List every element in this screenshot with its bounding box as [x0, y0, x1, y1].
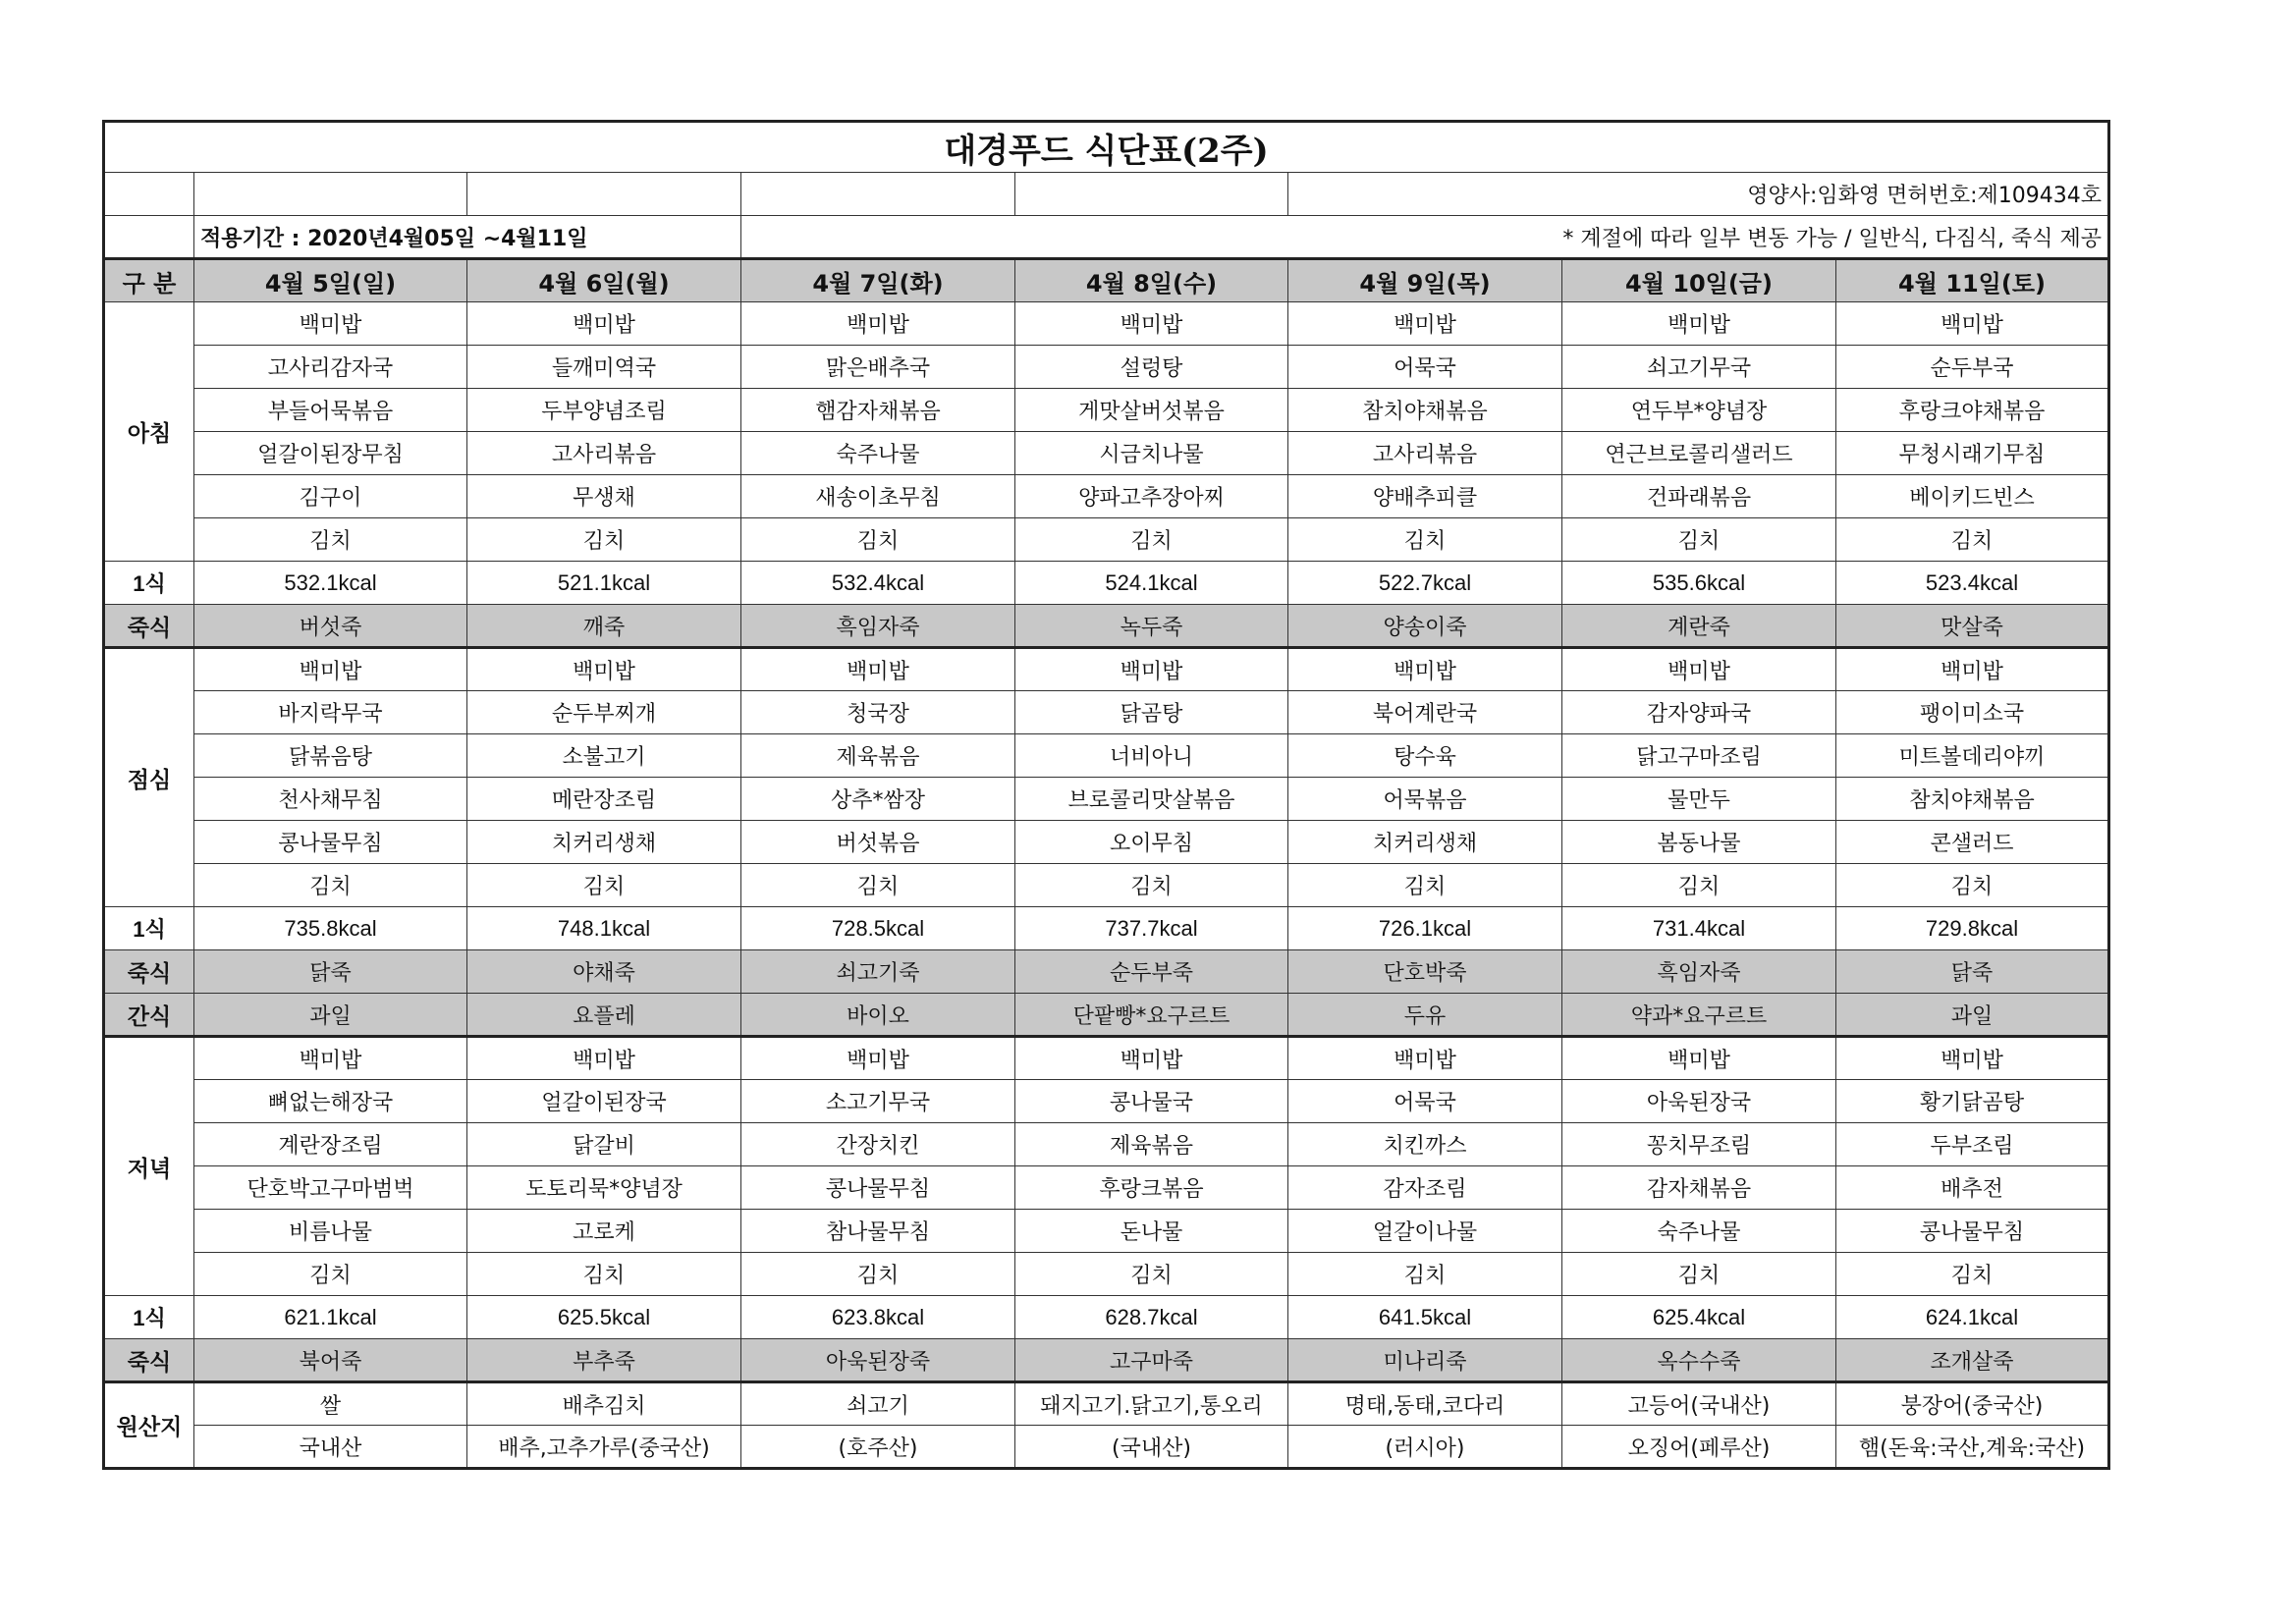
breakfast-label: 아침	[104, 302, 194, 562]
menu-row	[104, 864, 2109, 907]
dinner_kcal-cell: 625.5kcal	[467, 1296, 741, 1339]
breakfast_kcal-cell: 524.1kcal	[1015, 562, 1288, 605]
menu-item: 김치	[1836, 518, 2109, 562]
menu-item: 감자채볶음	[1562, 1166, 1836, 1210]
menu-item: 김치	[194, 518, 467, 562]
menu-item: 백미밥	[1288, 1037, 1562, 1080]
day-header: 4월 8일(수)	[1015, 259, 1288, 302]
lunch_kcal-cell: 728.5kcal	[741, 907, 1015, 950]
menu-item: 바지락무국	[194, 691, 467, 734]
dinner_kcal-cell: 628.7kcal	[1015, 1296, 1288, 1339]
lunch_porridge-cell: 흑임자죽	[1562, 950, 1836, 994]
menu-item: 김치	[1562, 864, 1836, 907]
menu-item: 팽이미소국	[1836, 691, 2109, 734]
menu-item: 도토리묵*양념장	[467, 1166, 741, 1210]
menu-row	[104, 518, 2109, 562]
menu-item: 얼갈이된장무침	[194, 432, 467, 475]
menu-item: 맑은배추국	[741, 346, 1015, 389]
menu-item: 어묵볶음	[1288, 778, 1562, 821]
menu-item: 소고기무국	[741, 1080, 1015, 1123]
breakfast_porridge-label: 죽식	[104, 605, 194, 648]
menu-item: (러시아)	[1288, 1426, 1562, 1469]
menu-item: 백미밥	[1836, 1037, 2109, 1080]
menu-item: 백미밥	[1015, 1037, 1288, 1080]
snack-cell: 과일	[1836, 994, 2109, 1037]
snack-label: 간식	[104, 994, 194, 1037]
menu-item: 양파고추장아찌	[1015, 475, 1288, 518]
dinner_kcal-cell: 625.4kcal	[1562, 1296, 1836, 1339]
menu-item: 김치	[1562, 518, 1836, 562]
day-header: 4월 11일(토)	[1836, 259, 2109, 302]
menu-item: 백미밥	[1015, 302, 1288, 346]
menu-item: 김치	[1288, 518, 1562, 562]
dinner_porridge-label: 죽식	[104, 1339, 194, 1382]
menu-row	[104, 1080, 2109, 1123]
menu-item: 돼지고기.닭고기,통오리	[1015, 1382, 1288, 1426]
menu-item: 단호박고구마범벅	[194, 1166, 467, 1210]
menu-item: 감자조림	[1288, 1166, 1562, 1210]
dinner_kcal-cell: 641.5kcal	[1288, 1296, 1562, 1339]
menu-row	[104, 734, 2109, 778]
breakfast_kcal-row	[104, 562, 2109, 605]
menu-item: 오징어(페루산)	[1562, 1426, 1836, 1469]
menu-row	[104, 432, 2109, 475]
breakfast_kcal-cell: 521.1kcal	[467, 562, 741, 605]
menu-item: 닭볶음탕	[194, 734, 467, 778]
menu-item: 순두부국	[1836, 346, 2109, 389]
lunch_kcal-cell: 737.7kcal	[1015, 907, 1288, 950]
breakfast_porridge-cell: 깨죽	[467, 605, 741, 648]
menu-item: 브로콜리맛살볶음	[1015, 778, 1288, 821]
menu-item: 김치	[741, 864, 1015, 907]
dinner_kcal-label: 1식	[104, 1296, 194, 1339]
menu-item: 햄감자채볶음	[741, 389, 1015, 432]
snack-cell: 단팥빵*요구르트	[1015, 994, 1288, 1037]
menu-item: 쇠고기	[741, 1382, 1015, 1426]
menu-row	[104, 302, 2109, 346]
menu-item: 계란장조림	[194, 1123, 467, 1166]
lunch_kcal-label: 1식	[104, 907, 194, 950]
dinner_porridge-cell: 아욱된장죽	[741, 1339, 1015, 1382]
menu-item: 김치	[1015, 518, 1288, 562]
period: 적용기간 : 2020년4월05일 ~4월11일	[194, 216, 741, 259]
menu-item: 콩나물무침	[741, 1166, 1015, 1210]
menu-item: 제육볶음	[1015, 1123, 1288, 1166]
menu-item: 버섯볶음	[741, 821, 1015, 864]
menu-item: 베이키드빈스	[1836, 475, 2109, 518]
menu-row	[104, 1166, 2109, 1210]
menu-item: 김치	[1836, 864, 2109, 907]
menu-item: 콘샐러드	[1836, 821, 2109, 864]
breakfast_porridge-cell: 버섯죽	[194, 605, 467, 648]
menu-item: 김치	[1015, 864, 1288, 907]
dinner_kcal-row	[104, 1296, 2109, 1339]
menu-row	[104, 1210, 2109, 1253]
menu-item: 숙주나물	[1562, 1210, 1836, 1253]
menu-item: 쇠고기무국	[1562, 346, 1836, 389]
menu-item: 연두부*양념장	[1562, 389, 1836, 432]
menu-item: 상추*쌈장	[741, 778, 1015, 821]
lunch_porridge-cell: 순두부죽	[1015, 950, 1288, 994]
nutritionist-info: 영양사:임화영 면허번호:제109434호	[1288, 173, 2109, 216]
menu-item: 백미밥	[1562, 1037, 1836, 1080]
menu-item: 무청시래기무침	[1836, 432, 2109, 475]
menu-item: 들깨미역국	[467, 346, 741, 389]
snack-cell: 약과*요구르트	[1562, 994, 1836, 1037]
breakfast_porridge-cell: 계란죽	[1562, 605, 1836, 648]
lunch_porridge-row	[104, 950, 2109, 994]
menu-row	[104, 1037, 2109, 1080]
day-header: 4월 7일(화)	[741, 259, 1015, 302]
menu-item: 치커리생채	[467, 821, 741, 864]
menu-item: 김치	[194, 864, 467, 907]
menu-item: 김구이	[194, 475, 467, 518]
menu-item: 콩나물무침	[194, 821, 467, 864]
menu-item: 백미밥	[1836, 302, 2109, 346]
menu-item: 김치	[194, 1253, 467, 1296]
menu-item: 소불고기	[467, 734, 741, 778]
menu-item: 붕장어(중국산)	[1836, 1382, 2109, 1426]
menu-item: 시금치나물	[1015, 432, 1288, 475]
menu-item: 김치	[741, 518, 1015, 562]
dinner_kcal-cell: 621.1kcal	[194, 1296, 467, 1339]
lunch_porridge-cell: 단호박죽	[1288, 950, 1562, 994]
lunch_kcal-cell: 735.8kcal	[194, 907, 467, 950]
menu-item: 치커리생채	[1288, 821, 1562, 864]
menu-item: 제육볶음	[741, 734, 1015, 778]
breakfast_porridge-cell: 양송이죽	[1288, 605, 1562, 648]
lunch-label: 점심	[104, 648, 194, 907]
menu-item: 설렁탕	[1015, 346, 1288, 389]
breakfast_kcal-cell: 523.4kcal	[1836, 562, 2109, 605]
menu-row	[104, 821, 2109, 864]
menu-item: 연근브로콜리샐러드	[1562, 432, 1836, 475]
day-header: 4월 6일(월)	[467, 259, 741, 302]
menu-item: 배추김치	[467, 1382, 741, 1426]
snack-cell: 과일	[194, 994, 467, 1037]
menu-item: 너비아니	[1015, 734, 1288, 778]
menu-item: 치킨까스	[1288, 1123, 1562, 1166]
menu-item: (국내산)	[1015, 1426, 1288, 1469]
dinner_kcal-cell: 623.8kcal	[741, 1296, 1015, 1339]
breakfast_kcal-cell: 532.4kcal	[741, 562, 1015, 605]
dinner_porridge-cell: 미나리죽	[1288, 1339, 1562, 1382]
menu-item: 숙주나물	[741, 432, 1015, 475]
menu-item: 콩나물무침	[1836, 1210, 2109, 1253]
breakfast_kcal-label: 1식	[104, 562, 194, 605]
lunch_kcal-cell: 731.4kcal	[1562, 907, 1836, 950]
lunch_kcal-cell: 726.1kcal	[1288, 907, 1562, 950]
menu-item: 백미밥	[741, 1037, 1015, 1080]
menu-item: 어묵국	[1288, 346, 1562, 389]
notice: * 계절에 따라 일부 변동 가능 / 일반식, 다짐식, 죽식 제공	[741, 216, 2109, 259]
menu-row	[104, 691, 2109, 734]
header-label: 구 분	[104, 259, 194, 302]
menu-item: 백미밥	[1562, 648, 1836, 691]
menu-item: 고등어(국내산)	[1562, 1382, 1836, 1426]
menu-item: 김치	[1015, 1253, 1288, 1296]
lunch_porridge-cell: 쇠고기죽	[741, 950, 1015, 994]
lunch_porridge-cell: 야채죽	[467, 950, 741, 994]
menu-item: 김치	[1288, 1253, 1562, 1296]
menu-item: 천사채무침	[194, 778, 467, 821]
menu-item: 배추전	[1836, 1166, 2109, 1210]
menu-table	[102, 120, 2110, 1470]
lunch_kcal-row	[104, 907, 2109, 950]
menu-item: 청국장	[741, 691, 1015, 734]
menu-item: 백미밥	[467, 648, 741, 691]
menu-item: 간장치킨	[741, 1123, 1015, 1166]
lunch_porridge-label: 죽식	[104, 950, 194, 994]
lunch_kcal-cell: 748.1kcal	[467, 907, 741, 950]
menu-item: 참치야채볶음	[1836, 778, 2109, 821]
dinner_porridge-cell: 고구마죽	[1015, 1339, 1288, 1382]
menu-item: 백미밥	[1015, 648, 1288, 691]
snack-cell: 바이오	[741, 994, 1015, 1037]
dinner_porridge-cell: 옥수수죽	[1562, 1339, 1836, 1382]
menu-item: 순두부찌개	[467, 691, 741, 734]
menu-item: 후랑크볶음	[1015, 1166, 1288, 1210]
lunch_porridge-cell: 닭죽	[1836, 950, 2109, 994]
lunch_porridge-cell: 닭죽	[194, 950, 467, 994]
breakfast_kcal-cell: 535.6kcal	[1562, 562, 1836, 605]
menu-item: 참치야채볶음	[1288, 389, 1562, 432]
breakfast_porridge-cell: 흑임자죽	[741, 605, 1015, 648]
menu-item: 김치	[467, 864, 741, 907]
menu-item: 명태,동태,코다리	[1288, 1382, 1562, 1426]
menu-item: 어묵국	[1288, 1080, 1562, 1123]
menu-item: 건파래볶음	[1562, 475, 1836, 518]
menu-row	[104, 1253, 2109, 1296]
menu-item: 탕수육	[1288, 734, 1562, 778]
menu-item: 북어계란국	[1288, 691, 1562, 734]
menu-item: 닭곰탕	[1015, 691, 1288, 734]
menu-item: 국내산	[194, 1426, 467, 1469]
dinner_kcal-cell: 624.1kcal	[1836, 1296, 2109, 1339]
menu-item: 쌀	[194, 1382, 467, 1426]
menu-item: 고로케	[467, 1210, 741, 1253]
menu-row	[104, 1382, 2109, 1426]
menu-item: 감자양파국	[1562, 691, 1836, 734]
menu-item: 백미밥	[741, 648, 1015, 691]
menu-item: 돈나물	[1015, 1210, 1288, 1253]
breakfast_porridge-row	[104, 605, 2109, 648]
menu-item: 김치	[467, 518, 741, 562]
menu-item: 미트볼데리야끼	[1836, 734, 2109, 778]
menu-item: 닭갈비	[467, 1123, 741, 1166]
dinner_porridge-cell: 부추죽	[467, 1339, 741, 1382]
lunch_kcal-cell: 729.8kcal	[1836, 907, 2109, 950]
menu-item: 김치	[1836, 1253, 2109, 1296]
breakfast_kcal-cell: 532.1kcal	[194, 562, 467, 605]
menu-item: 무생채	[467, 475, 741, 518]
menu-item: 뼈없는해장국	[194, 1080, 467, 1123]
breakfast_kcal-cell: 522.7kcal	[1288, 562, 1562, 605]
breakfast_porridge-cell: 맛살죽	[1836, 605, 2109, 648]
menu-item: 두부양념조림	[467, 389, 741, 432]
menu-item: 꽁치무조림	[1562, 1123, 1836, 1166]
menu-row	[104, 1123, 2109, 1166]
menu-item: 백미밥	[194, 1037, 467, 1080]
menu-item: 메란장조림	[467, 778, 741, 821]
page-title: 대경푸드 식단표(2주)	[104, 122, 2109, 173]
menu-item: 고사리볶음	[467, 432, 741, 475]
menu-item: 게맛살버섯볶음	[1015, 389, 1288, 432]
day-header: 4월 9일(목)	[1288, 259, 1562, 302]
menu-item: 김치	[1288, 864, 1562, 907]
menu-item: 김치	[467, 1253, 741, 1296]
menu-item: 아욱된장국	[1562, 1080, 1836, 1123]
menu-item: 백미밥	[1562, 302, 1836, 346]
dinner_porridge-cell: 조개살죽	[1836, 1339, 2109, 1382]
menu-item: 두부조림	[1836, 1123, 2109, 1166]
menu-row	[104, 778, 2109, 821]
menu-item: 비름나물	[194, 1210, 467, 1253]
menu-item: 양배추피클	[1288, 475, 1562, 518]
menu-item: 햄(돈육:국산,계육:국산)	[1836, 1426, 2109, 1469]
menu-sheet	[102, 120, 2107, 1470]
menu-row	[104, 475, 2109, 518]
day-header: 4월 5일(일)	[194, 259, 467, 302]
menu-item: 참나물무침	[741, 1210, 1015, 1253]
menu-row	[104, 346, 2109, 389]
menu-item: 백미밥	[194, 302, 467, 346]
menu-item: 부들어묵볶음	[194, 389, 467, 432]
dinner_porridge-cell: 북어죽	[194, 1339, 467, 1382]
menu-item: 김치	[741, 1253, 1015, 1296]
menu-item: 후랑크야채볶음	[1836, 389, 2109, 432]
menu-item: 새송이초무침	[741, 475, 1015, 518]
menu-row	[104, 1426, 2109, 1469]
origin-label: 원산지	[104, 1382, 194, 1469]
menu-item: 백미밥	[1836, 648, 2109, 691]
menu-item: 백미밥	[467, 302, 741, 346]
menu-item: 배추,고추가루(중국산)	[467, 1426, 741, 1469]
menu-item: 콩나물국	[1015, 1080, 1288, 1123]
menu-item: 고사리볶음	[1288, 432, 1562, 475]
menu-item: 백미밥	[467, 1037, 741, 1080]
menu-item: 황기닭곰탕	[1836, 1080, 2109, 1123]
menu-item: (호주산)	[741, 1426, 1015, 1469]
menu-item: 오이무침	[1015, 821, 1288, 864]
menu-item: 백미밥	[741, 302, 1015, 346]
snack-cell: 두유	[1288, 994, 1562, 1037]
menu-row	[104, 648, 2109, 691]
menu-item: 닭고구마조림	[1562, 734, 1836, 778]
menu-item: 백미밥	[194, 648, 467, 691]
menu-row	[104, 389, 2109, 432]
snack-cell: 요플레	[467, 994, 741, 1037]
menu-item: 얼갈이된장국	[467, 1080, 741, 1123]
dinner-label: 저녁	[104, 1037, 194, 1296]
dinner_porridge-row	[104, 1339, 2109, 1382]
menu-item: 백미밥	[1288, 302, 1562, 346]
breakfast_porridge-cell: 녹두죽	[1015, 605, 1288, 648]
menu-item: 물만두	[1562, 778, 1836, 821]
menu-item: 김치	[1562, 1253, 1836, 1296]
menu-item: 백미밥	[1288, 648, 1562, 691]
day-header: 4월 10일(금)	[1562, 259, 1836, 302]
menu-item: 얼갈이나물	[1288, 1210, 1562, 1253]
menu-item: 고사리감자국	[194, 346, 467, 389]
snack-row	[104, 994, 2109, 1037]
menu-item: 봄동나물	[1562, 821, 1836, 864]
